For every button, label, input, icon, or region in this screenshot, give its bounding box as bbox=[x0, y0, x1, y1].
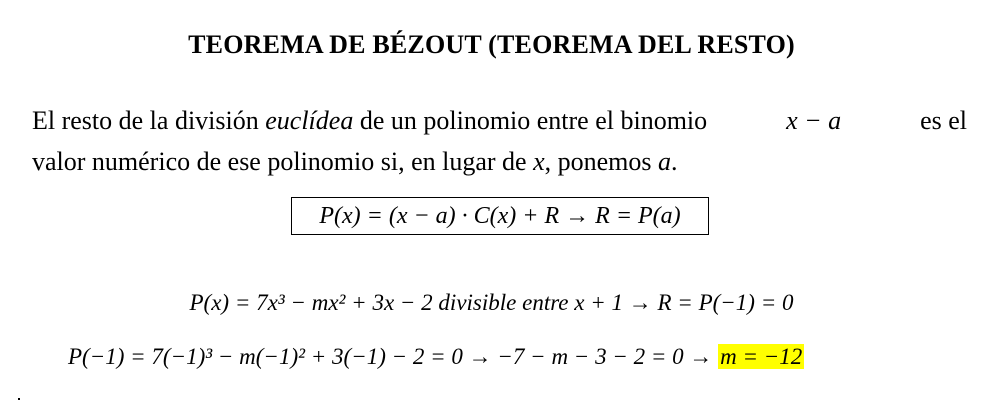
italic-word: euclídea bbox=[265, 106, 354, 135]
evaluation-steps: P(−1) = 7(−1)³ − m(−1)² + 3(−1) − 2 = 0 → −7 − m − 3 − 2 = 0 → bbox=[68, 344, 719, 369]
boxed-formula bbox=[291, 197, 709, 235]
statement-line-2: valor numérico de ese polinomio si, en lugar de x, ponemos a. bbox=[32, 147, 678, 176]
equation-divisibility: P(x) = 7x³ − mx² + 3x − 2 divisible entre x + 1 → R = P(−1) = 0 bbox=[189, 290, 794, 315]
formula-text: P(x) = (x − a) · C(x) + R → R = P(a) bbox=[319, 202, 681, 229]
statement-text: El resto de la división euclídea de un polinomio entre el binomio bbox=[32, 106, 708, 135]
highlighted-result: m = −12 bbox=[720, 344, 803, 369]
stray-dot bbox=[18, 398, 20, 400]
statement-line-1 bbox=[32, 100, 967, 141]
variable-x: x bbox=[533, 147, 545, 176]
page-title: TEOREMA DE BÉZOUT (TEOREMA DEL RESTO) bbox=[188, 30, 795, 59]
statement-text-end: es el bbox=[920, 106, 967, 135]
binomial-expression: x − a bbox=[786, 106, 842, 135]
variable-a: a bbox=[658, 147, 672, 176]
equation-evaluation bbox=[0, 344, 983, 370]
theorem-statement bbox=[32, 100, 972, 182]
